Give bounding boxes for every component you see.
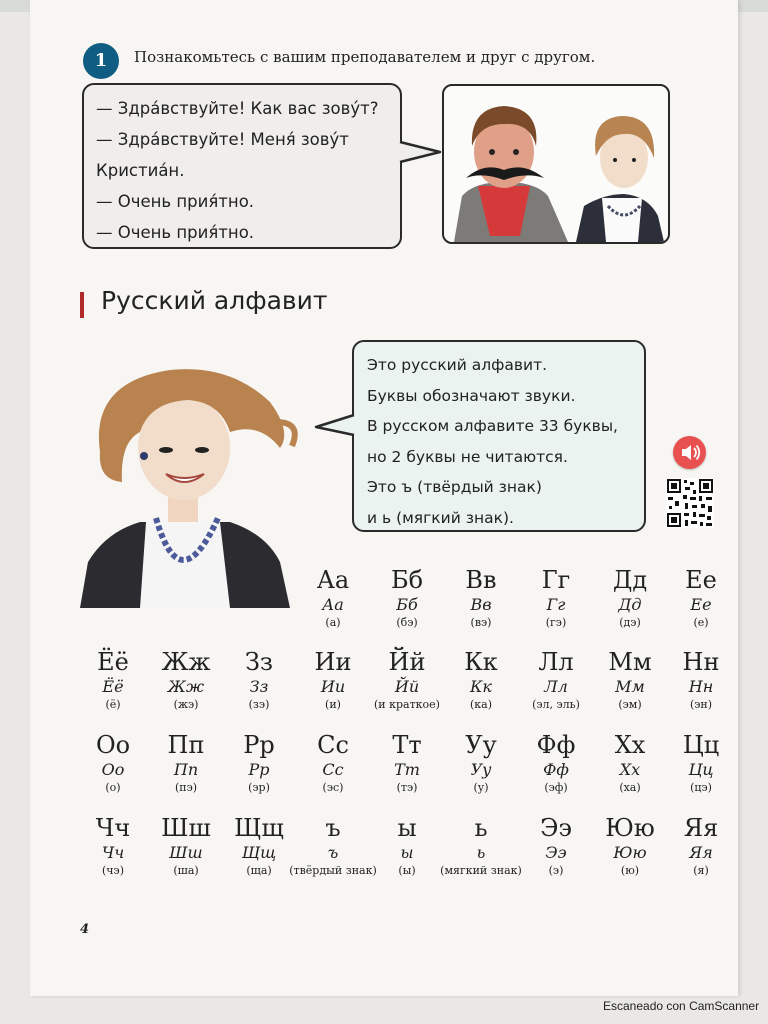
letter-name: (пэ) — [174, 781, 198, 794]
letter-print: Йй — [388, 648, 426, 676]
letter-print: Яя — [683, 814, 719, 842]
letter-print: Аа — [316, 566, 350, 594]
section-accent-bar — [80, 292, 84, 318]
letter-print: Цц — [682, 731, 720, 759]
teacher-illustration — [80, 362, 320, 608]
letter-print: Ёё — [97, 648, 129, 676]
qr-code-icon[interactable] — [666, 478, 714, 528]
dialog-line: — Здра́вствуйте! Как вас зову́т? — [96, 99, 379, 118]
letter-script: Ее — [690, 595, 712, 614]
letter-name: (и) — [325, 698, 341, 711]
alphabet-letter — [656, 566, 746, 630]
letter-name: (эф) — [544, 781, 568, 794]
dialog-line: Кристиа́н. — [96, 161, 185, 180]
letter-name: (эн) — [689, 698, 713, 711]
letter-print: ы — [397, 814, 417, 842]
section-title: Русский алфавит — [101, 286, 328, 315]
letter-script: Чч — [101, 843, 125, 862]
letter-name: (и краткое) — [374, 698, 440, 711]
letter-print: Нн — [682, 648, 720, 676]
letter-name: (ка) — [469, 698, 493, 711]
letter-name: (эл, эль) — [532, 698, 580, 711]
letter-name: (гэ) — [545, 616, 567, 629]
letter-name: (а) — [325, 616, 341, 629]
letter-script: Ёё — [102, 677, 124, 696]
letter-name: (чэ) — [101, 864, 125, 877]
dialog-line: — Очень прия́тно. — [96, 192, 255, 211]
letter-print: Бб — [390, 566, 424, 594]
scanner-watermark: Escaneado con CamScanner — [603, 999, 760, 1013]
letter-script: Шш — [169, 843, 203, 862]
speech-line: но 2 буквы не читаются. — [367, 447, 568, 466]
letter-script: Пп — [173, 760, 199, 779]
letter-name: (твёрдый знак) — [289, 864, 377, 877]
letter-name: (тэ) — [396, 781, 418, 794]
speech-line: Буквы обозначают звуки. — [367, 386, 576, 405]
letter-print: Дд — [612, 566, 648, 594]
speech-tail — [314, 413, 356, 439]
letter-print: Ее — [685, 566, 717, 594]
letter-script: Хх — [619, 760, 641, 779]
letter-print: ь — [474, 814, 488, 842]
letter-print: Вв — [465, 566, 497, 594]
letter-script: ы — [400, 843, 414, 862]
letter-name: (мягкий знак) — [440, 864, 522, 877]
letter-script: Юю — [613, 843, 647, 862]
letter-name: (ё) — [105, 698, 121, 711]
letter-name: (ша) — [173, 864, 199, 877]
letter-print: Мм — [608, 648, 652, 676]
letter-print: Ии — [314, 648, 352, 676]
letter-name: (о) — [105, 781, 121, 794]
letter-print: Шш — [161, 814, 211, 842]
page-number: 4 — [80, 922, 90, 937]
letter-script: Зз — [249, 677, 269, 696]
letter-name: (цэ) — [690, 781, 712, 794]
letter-script: Йй — [394, 677, 420, 696]
letter-script: Ээ — [545, 843, 567, 862]
alphabet-letter — [656, 648, 746, 712]
letter-print: Фф — [536, 731, 576, 759]
letter-name: (дэ) — [619, 616, 641, 629]
alphabet-letter — [656, 731, 746, 795]
speech-line: и ь (мягкий знак). — [367, 508, 514, 527]
letter-script: Дд — [618, 595, 642, 614]
letter-print: Пп — [167, 731, 205, 759]
letter-name: (я) — [693, 864, 709, 877]
letter-name: (бэ) — [396, 616, 418, 629]
letter-name: (эр) — [248, 781, 270, 794]
letter-script: Щщ — [241, 843, 277, 862]
letter-script: Сс — [322, 760, 344, 779]
letter-print: Жж — [161, 648, 211, 676]
speech-line: Это русский алфавит. — [367, 356, 548, 374]
letter-script: Лл — [544, 677, 568, 696]
speech-bubble — [352, 340, 646, 532]
letter-name: (э) — [548, 864, 564, 877]
letter-print: Гг — [541, 566, 571, 594]
letter-script: Уу — [470, 760, 492, 779]
letter-name: (эм) — [618, 698, 642, 711]
letter-script: Мм — [615, 677, 645, 696]
letter-print: ъ — [325, 814, 341, 842]
letter-name: (ю) — [620, 864, 640, 877]
speech-line: В русском алфавите 33 буквы, — [367, 417, 618, 435]
letter-script: Кк — [470, 677, 492, 696]
dialog-line: — Здра́вствуйте! Меня́ зову́т — [96, 130, 349, 149]
letter-name: (у) — [473, 781, 489, 794]
dialog-tail — [398, 140, 442, 166]
letter-script: Ии — [320, 677, 346, 696]
letter-script: Цц — [688, 760, 714, 779]
letter-name: (ха) — [619, 781, 641, 794]
letter-script: Оо — [101, 760, 125, 779]
letter-print: Оо — [95, 731, 131, 759]
letter-print: Тт — [392, 731, 422, 759]
letter-print: Лл — [538, 648, 574, 676]
letter-script: Яя — [689, 843, 713, 862]
letter-script: ь — [476, 843, 486, 862]
letter-script: Вв — [470, 595, 492, 614]
letter-name: (жэ) — [173, 698, 199, 711]
letter-name: (зэ) — [248, 698, 270, 711]
letter-print: Щщ — [234, 814, 284, 842]
letter-name: (е) — [693, 616, 709, 629]
letter-print: Сс — [317, 731, 349, 759]
alphabet-letter — [656, 814, 746, 878]
letter-print: Кк — [464, 648, 498, 676]
letter-script: Фф — [543, 760, 569, 779]
letter-script: ъ — [327, 843, 339, 862]
letter-print: Рр — [243, 731, 275, 759]
letter-script: Нн — [688, 677, 714, 696]
speaker-icon[interactable] — [673, 436, 706, 469]
letter-script: Жж — [167, 677, 205, 696]
letter-name: (вэ) — [470, 616, 492, 629]
letter-print: Юю — [605, 814, 655, 842]
speech-line: Это ъ (твёрдый знак) — [367, 478, 542, 496]
exercise-number-badge: 1 — [83, 43, 119, 79]
exercise-instruction: Познакомьтесь с вашим преподавателем и друг с другом. — [134, 48, 596, 66]
letter-script: Тт — [394, 760, 420, 779]
letter-name: (ща) — [246, 864, 272, 877]
letter-print: Зз — [244, 648, 274, 676]
letter-script: Гг — [546, 595, 566, 614]
dialog-line: — Очень прия́тно. — [96, 223, 255, 242]
letter-print: Ээ — [540, 814, 572, 842]
letter-name: (ы) — [398, 864, 416, 877]
letter-print: Уу — [465, 731, 497, 759]
dialog-box — [82, 83, 402, 249]
letter-name: (эс) — [322, 781, 344, 794]
letter-print: Хх — [614, 731, 646, 759]
letter-print: Чч — [95, 814, 131, 842]
letter-script: Аа — [322, 595, 344, 614]
letter-script: Бб — [396, 595, 418, 614]
letter-script: Рр — [248, 760, 270, 779]
characters-illustration — [442, 84, 670, 244]
